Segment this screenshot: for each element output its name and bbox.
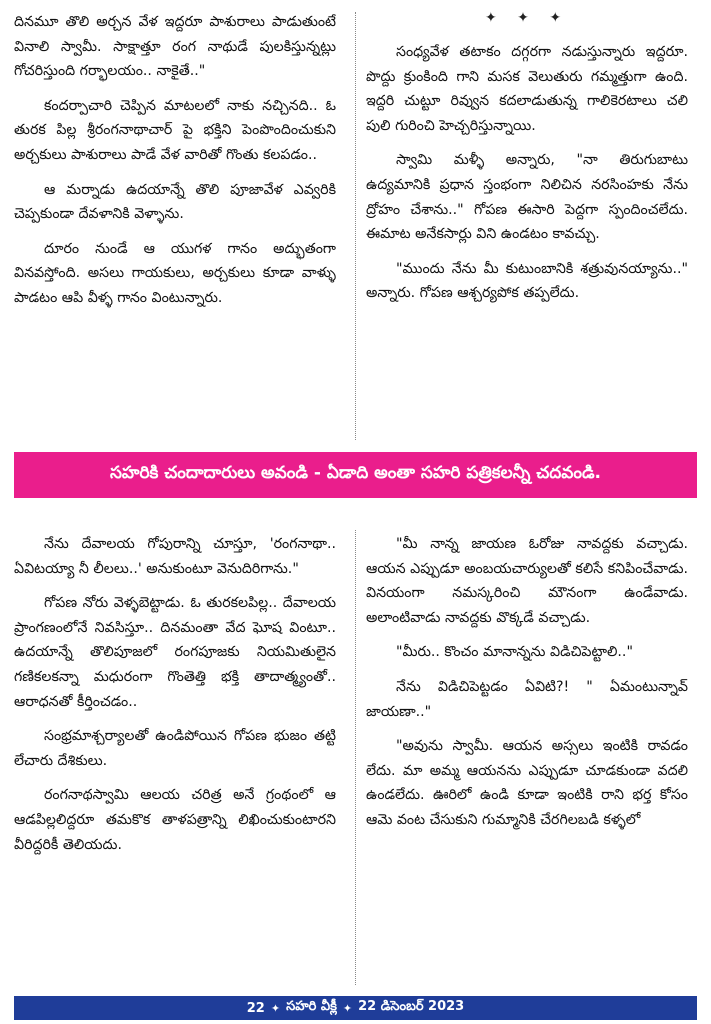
- subscription-banner: సహరికి చందాదారులు అవండి - ఏడాది అంతా సహరి పత్రికలన్నీ చదవండి.: [14, 452, 697, 498]
- footer-separator-icon: ✦: [270, 1001, 281, 1015]
- story-column-right-bottom: [366, 532, 688, 987]
- issue-date: 22 డిసెంబర్ 2023: [358, 999, 465, 1014]
- paragraph: నేను విడిచిపెట్టడం ఏవిటి?! " ఏమంటున్నావ్ జాయణా..": [366, 678, 688, 720]
- paragraph: ఆ మర్నాడు ఉదయాన్నే తొలి పూజావేళ ఎవ్వరికి చెప్పకుండా దేవళానికి వెళ్ళాను.: [14, 181, 336, 223]
- footer-separator-icon: ✦: [342, 1001, 353, 1015]
- paragraph: "అవును స్వామీ. ఆయన అస్సలు ఇంటికి రావడం లేదు. మా అమ్మ ఆయనను ఎప్పుడూ చూడకుండా వదలి ఉండలేదు. ఊరిలో ఉండి కూడా ఇంటికి రాని భర్త కోసం ఆమె వంట చేసుకుని గుమ్మానికి చేరగిలబడి కళ్ళలో: [366, 738, 688, 828]
- story-column-left-top: [14, 10, 336, 440]
- paragraph: "ముందు నేను మీ కుటుంబానికి శత్రువునయ్యాను.." అన్నారు. గోపణ ఆశ్చర్యపోక తప్పలేదు.: [366, 260, 688, 302]
- paragraph: "మీ నాన్న జాయణ ఓరోజు నావద్దకు వచ్చాడు. ఆయన ఎప్పుడూ అంబయచార్యులతో కలిసే కనిపించేవాడు. వినయంగా నమస్కరించి మౌనంగా ఉండేవాడు. అలాంటివాడు నావద్దకు వొక్కడే వచ్చాడు.: [366, 536, 688, 626]
- page-footer: [14, 996, 697, 1020]
- paragraph: స్వామి మళ్ళీ అన్నారు, "నా తిరుగుబాటు ఉద్యమానికి ప్రధాన స్తంభంగా నిలిచిన నరసింహకు నేను ద్రోహం చేశాను.." గోపణ ఈసారి పెద్దగా స్పందించలేదు. ఈమాట అనేకసార్లు విని ఉండటం కావచ్చు.: [366, 152, 688, 243]
- story-column-left-bottom: [14, 532, 336, 987]
- column-divider: [355, 12, 357, 440]
- paragraph: దినమూ తొలి అర్చన వేళ ఇద్దరూ పాశురాలు పాడుతుంటే వినాలి స్వామీ. సాక్షాత్తూ రంగ నాథుడే పులకిస్తున్నట్లు గోచరిస్తుంది గర్భాలయం.. నాకైతే..": [14, 14, 336, 80]
- paragraph: రంగనాథస్వామి ఆలయ చరిత్ర అనే గ్రంథంలో ఆ ఆడపిల్లలిద్దరూ తమకొక తాళపత్రాన్ని లిఖించుకుంటారని వీరిద్దరికీ తెలియదు.: [14, 787, 336, 853]
- paragraph: "మీరు.. కొంచం మానాన్నను విడిచిపెట్టాలి..": [396, 644, 633, 661]
- magazine-name: సహరి వీక్లీ: [286, 999, 337, 1014]
- story-column-right-top: [366, 40, 688, 440]
- paragraph: సంభ్రమాశ్చర్యాలతో ఉండిపోయిన గోపణ భుజం తట్టి లేచారు దేశికులు.: [14, 728, 336, 769]
- section-break-stars: ✦ ✦ ✦: [484, 10, 570, 26]
- paragraph: గోపణ నోరు వెళ్ళబెట్టాడు. ఓ తురకలపిల్ల.. దేవాలయ ప్రాంగణంలోనే నివసిస్తూ.. దినమంతా వేద ఘోష వింటూ.. ఉదయాన్నే తొలిపూజలో రంగపూజకు నియమితులైన గణికలకన్నా మధురంగా గొంతెత్తి భక్తి తాదాత్మ్యంతో.. ఆరాధనతో కీర్తించడం..: [14, 595, 336, 710]
- paragraph: కందర్పాచారి చెప్పిన మాటలలో నాకు నచ్చినది.. ఓ తురక పిల్ల శ్రీరంగనాథాచార్ పై భక్తిని పెంపొందించుకుని అర్చకులు పాశురాలు పాడే వేళ వారితో గొంతు కలపడం..: [14, 97, 336, 163]
- paragraph: నేను దేవాలయ గోపురాన్ని చూస్తూ, 'రంగనాథా.. ఏవిటయ్యా నీ లీలలు..' అనుకుంటూ వెనుదిరిగాను.": [14, 536, 336, 577]
- column-divider: [355, 530, 357, 985]
- paragraph: సంధ్యవేళ తటాకం దగ్గరగా నడుస్తున్నారు ఇద్దరూ. పొద్దు క్రుంకింది గాని మసక వెలుతురు గమ్మత్తుగా ఉంది. ఇద్దరి చుట్టూ రివ్వున కదలాడుతున్న గాలికెరటాలు చలి పులి గురించి హెచ్చరిస్తున్నాయి.: [366, 44, 688, 134]
- page-number: 22: [246, 1000, 265, 1016]
- paragraph: దూరం నుండే ఆ యుగళ గానం అద్భుతంగా వినవస్తోంది. అసలు గాయకులు, అర్చకులు కూడా వాళ్ళు పాడటం ఆపి వీళ్ళ గానం వింటున్నారు.: [14, 240, 336, 306]
